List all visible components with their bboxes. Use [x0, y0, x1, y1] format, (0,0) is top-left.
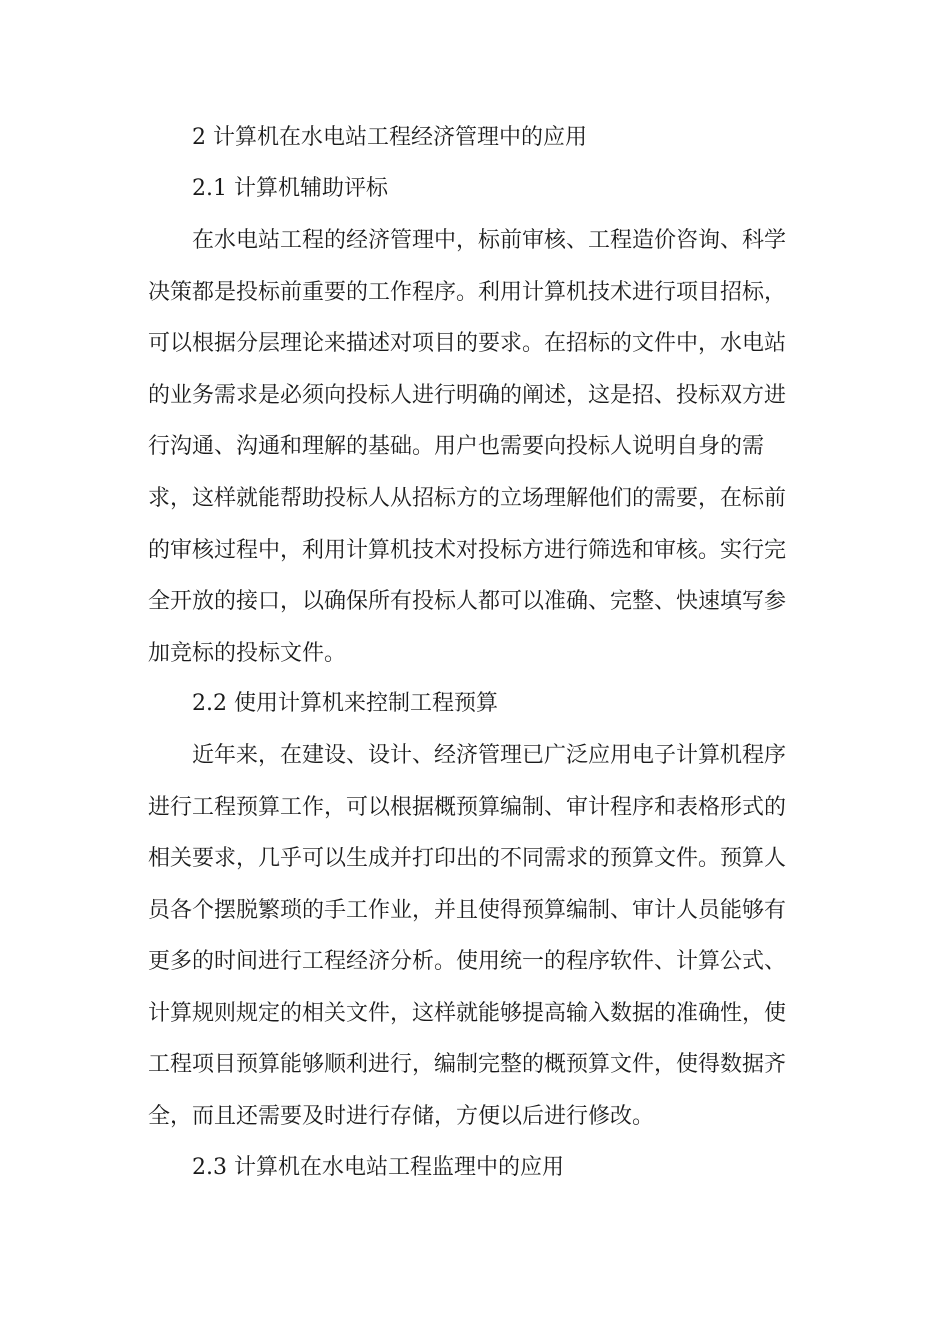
main-heading: 2 计算机在水电站工程经济管理中的应用	[192, 125, 587, 150]
paragraph-line: 员各个摆脱繁琐的手工作业，并且使得预算编制、审计人员能够有	[148, 898, 787, 923]
paragraph-line: 在水电站工程的经济管理中，标前审核、工程造价咨询、科学	[192, 228, 787, 253]
paragraph-line: 更多的时间进行工程经济分析。使用统一的程序软件、计算公式、	[148, 949, 787, 974]
paragraph-line: 的业务需求是必须向投标人进行明确的阐述，这是招、投标双方进	[148, 383, 787, 408]
paragraph-line: 全开放的接口，以确保所有投标人都可以准确、完整、快速填写参	[148, 589, 787, 614]
section-heading-2-3: 2.3 计算机在水电站工程监理中的应用	[192, 1155, 564, 1180]
paragraph-line: 计算规则规定的相关文件，这样就能够提高输入数据的准确性，使	[148, 1001, 787, 1026]
paragraph-line: 工程项目预算能够顺利进行，编制完整的概预算文件，使得数据齐	[148, 1052, 787, 1077]
paragraph-line: 可以根据分层理论来描述对项目的要求。在招标的文件中，水电站	[148, 331, 787, 356]
section-heading-2-2: 2.2 使用计算机来控制工程预算	[192, 691, 498, 716]
paragraph-line: 的审核过程中，利用计算机技术对投标方进行筛选和审核。实行完	[148, 538, 787, 563]
paragraph-line: 进行工程预算工作，可以根据概预算编制、审计程序和表格形式的	[148, 795, 787, 820]
paragraph-line: 近年来，在建设、设计、经济管理已广泛应用电子计算机程序	[192, 743, 787, 768]
section-heading-2-1: 2.1 计算机辅助评标	[192, 176, 388, 201]
paragraph-line: 加竞标的投标文件。	[148, 641, 347, 666]
paragraph-line: 行沟通、沟通和理解的基础。用户也需要向投标人说明自身的需	[148, 434, 765, 459]
paragraph-line: 求，这样就能帮助投标人从招标方的立场理解他们的需要，在标前	[148, 486, 787, 511]
paragraph-line: 决策都是投标前重要的工作程序。利用计算机技术进行项目招标，	[148, 280, 787, 305]
paragraph-line: 相关要求，几乎可以生成并打印出的不同需求的预算文件。预算人	[148, 846, 787, 871]
paragraph-line: 全，而且还需要及时进行存储，方便以后进行修改。	[148, 1104, 655, 1129]
